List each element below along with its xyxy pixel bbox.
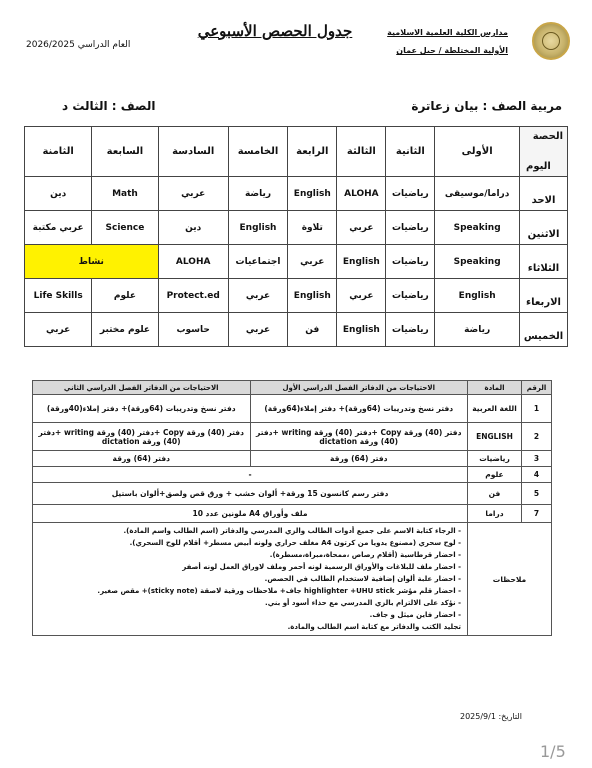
- schedule-cell: English: [288, 177, 337, 211]
- schedule-cell: Speaking: [435, 211, 520, 245]
- needs-header-num: الرقم: [522, 381, 552, 395]
- day-label: الاربعاء: [520, 279, 568, 313]
- activity-highlight-cell: نشاط: [25, 245, 159, 279]
- needs-merged: دفتر رسم كانسون 15 ورقة+ ألوان خشب + ورق قص ولصق+ألوان باستيل: [33, 483, 468, 505]
- schedule-cell: رياضيات: [386, 245, 435, 279]
- schedule-cell: Life Skills: [25, 279, 92, 313]
- page-indicator: 1/5: [540, 742, 566, 761]
- notes-row: [33, 523, 552, 636]
- page-title: جدول الحصص الأسبوعي: [197, 22, 353, 40]
- needs-num: 1: [522, 395, 552, 423]
- needs-row: [33, 483, 552, 505]
- schedule-cell: ALOHA: [337, 177, 386, 211]
- schedule-cell: عربي: [337, 279, 386, 313]
- note-item: - احضار قرطاسية (أقلام رصاص ،ممحاة،مبراة،مسطرة).: [39, 549, 461, 561]
- class-label: الصف : الثالث د: [62, 99, 156, 113]
- needs-subject: اللغة العربية: [468, 395, 522, 423]
- schedule-cell: عربي: [228, 279, 287, 313]
- period-header: الأولى: [435, 127, 520, 177]
- schedule-cell: رياضيات: [386, 177, 435, 211]
- period-header: الثالثة: [337, 127, 386, 177]
- schedule-cell: دين: [25, 177, 92, 211]
- note-item: - الرجاء كتابة الاسم على جميع أدوات الطالب والزي المدرسي والدفاتر (اسم الطالب واسم المادة).: [39, 525, 461, 537]
- schedule-cell: English: [288, 279, 337, 313]
- schedule-cell: Protect.ed: [158, 279, 228, 313]
- note-item: - احضار علبة ألوان إضافية لاستخدام الطالب في الحصص.: [39, 573, 461, 585]
- day-label: الاحد: [520, 177, 568, 211]
- period-header: السابعة: [92, 127, 158, 177]
- note-item: - احضار قلم مؤشر highlighter +UHU stick جاف+ ملاحظات ورقية لاصقة (sticky note)+ مقص صغير.: [39, 585, 461, 597]
- notes-list: [39, 525, 461, 633]
- needs-row: [33, 395, 552, 423]
- day-label: الثلاثاء: [520, 245, 568, 279]
- note-item: تجليد الكتب والدفاتر مع كتابة اسم الطالب والمادة.: [287, 623, 461, 631]
- notes-cell: [33, 523, 468, 636]
- schedule-cell: Speaking: [435, 245, 520, 279]
- schedule-cell: رياضيات: [386, 313, 435, 347]
- schedule-cell: اجتماعيات: [228, 245, 287, 279]
- schedule-row: [25, 177, 568, 211]
- needs-row: [33, 467, 552, 483]
- needs-num: 2: [522, 423, 552, 451]
- note-item: - احضار فاين ميثل و جاف.: [39, 609, 461, 621]
- supplies-needs-table: [32, 380, 552, 636]
- schedule-cell: رياضيات: [386, 279, 435, 313]
- period-header: الثامنة: [25, 127, 92, 177]
- period-header: الرابعة: [288, 127, 337, 177]
- schedule-cell: عربي: [228, 313, 287, 347]
- needs-subject: علوم: [468, 467, 522, 483]
- schedule-cell: فن: [288, 313, 337, 347]
- schedule-cell: علوم: [92, 279, 158, 313]
- period-header: السادسة: [158, 127, 228, 177]
- schedule-cell: English: [337, 313, 386, 347]
- weekly-schedule-table: [24, 126, 568, 347]
- needs-header-subject: المادة: [468, 381, 522, 395]
- class-teacher: مربية الصف : بيان زعاترة: [411, 99, 562, 113]
- schedule-cell: ALOHA: [158, 245, 228, 279]
- needs-subject: فن: [468, 483, 522, 505]
- schedule-cell: عربي: [25, 313, 92, 347]
- needs-first-term: دفتر (40) ورقة Copy +دفتر (40) ورقة writing +دفتر (40) ورقة dictation: [250, 423, 468, 451]
- note-item: - لوح سحري (مصنوع يدويا من كرتون A4 مغلف حراري ولونه أبيض مسطر+ أقلام للوح السحري).: [39, 537, 461, 549]
- school-line-2: الأولية المختلطة / جبل عمان: [396, 46, 508, 55]
- needs-row: [33, 423, 552, 451]
- schedule-cell: حاسوب: [158, 313, 228, 347]
- corner-day-label: اليوم: [526, 161, 551, 172]
- note-item: - احضار ملف للبلاغات والأوراق الرسمية لونه أحمر وملف لاوراق العمل لونه أصفر: [39, 561, 461, 573]
- needs-num: 7: [522, 505, 552, 523]
- academic-year: العام الدراسي 2026/2025: [26, 40, 131, 50]
- needs-row: [33, 451, 552, 467]
- needs-merged: ملف وأوراق A4 ملونين عدد 10: [33, 505, 468, 523]
- schedule-row: [25, 211, 568, 245]
- schedule-cell: Science: [92, 211, 158, 245]
- corner-period-label: الحصة: [532, 131, 563, 142]
- schedule-cell: English: [435, 279, 520, 313]
- needs-num: 4: [522, 467, 552, 483]
- schedule-row: [25, 313, 568, 347]
- schedule-cell: تلاوة: [288, 211, 337, 245]
- schedule-corner: [520, 127, 568, 177]
- school-logo: [532, 22, 570, 60]
- needs-num: 5: [522, 483, 552, 505]
- schedule-cell: Math: [92, 177, 158, 211]
- needs-subject: دراما: [468, 505, 522, 523]
- schedule-cell: English: [228, 211, 287, 245]
- schedule-cell: رياضيات: [386, 211, 435, 245]
- needs-first-term: دفتر (64) ورقة: [250, 451, 468, 467]
- period-header: الثانية: [386, 127, 435, 177]
- needs-subject: رياضيات: [468, 451, 522, 467]
- school-name: [387, 24, 508, 60]
- day-label: الخميس: [520, 313, 568, 347]
- schedule-cell: عربي مكتبة: [25, 211, 92, 245]
- notes-label: ملاحظات: [468, 523, 552, 636]
- schedule-cell: English: [337, 245, 386, 279]
- needs-header-second-term: الاحتياجات من الدفاتر الفصل الدراسي الثاني: [33, 381, 251, 395]
- day-label: الاثنين: [520, 211, 568, 245]
- needs-first-term: دفتر نسخ وتدريبات (64ورقة)+ دفتر إملاء(64ورقة): [250, 395, 468, 423]
- schedule-cell: دراما/موسيقى: [435, 177, 520, 211]
- note-item: - نؤكد على الالتزام بالزي المدرسي مع حذاء أسود أو بني.: [39, 597, 461, 609]
- schedule-cell: عربي: [158, 177, 228, 211]
- schedule-cell: عربي: [337, 211, 386, 245]
- needs-header-first-term: الاحتياجات من الدفاتر الفصل الدراسي الأول: [250, 381, 468, 395]
- document-date: التاريخ: 2025/9/1: [460, 712, 522, 721]
- schedule-header-row: [25, 127, 568, 177]
- schedule-row: [25, 279, 568, 313]
- needs-header-row: [33, 381, 552, 395]
- needs-num: 3: [522, 451, 552, 467]
- school-line-1: مدارس الكلية العلمية الاسلامية: [387, 28, 508, 37]
- schedule-row: [25, 245, 568, 279]
- needs-row: [33, 505, 552, 523]
- period-header: الخامسة: [228, 127, 287, 177]
- schedule-cell: علوم مختبر: [92, 313, 158, 347]
- needs-merged: -: [33, 467, 468, 483]
- schedule-cell: عربي: [288, 245, 337, 279]
- needs-second-term: دفتر (40) ورقة Copy +دفتر (40) ورقة writing +دفتر (40) ورقة dictation: [33, 423, 251, 451]
- needs-second-term: دفتر (64) ورقة: [33, 451, 251, 467]
- schedule-cell: رياضة: [228, 177, 287, 211]
- schedule-cell: رياضة: [435, 313, 520, 347]
- needs-second-term: دفتر نسخ وتدريبات (64ورقة)+ دفتر إملاء(40ورقة): [33, 395, 251, 423]
- schedule-cell: دين: [158, 211, 228, 245]
- needs-subject: ENGLISH: [468, 423, 522, 451]
